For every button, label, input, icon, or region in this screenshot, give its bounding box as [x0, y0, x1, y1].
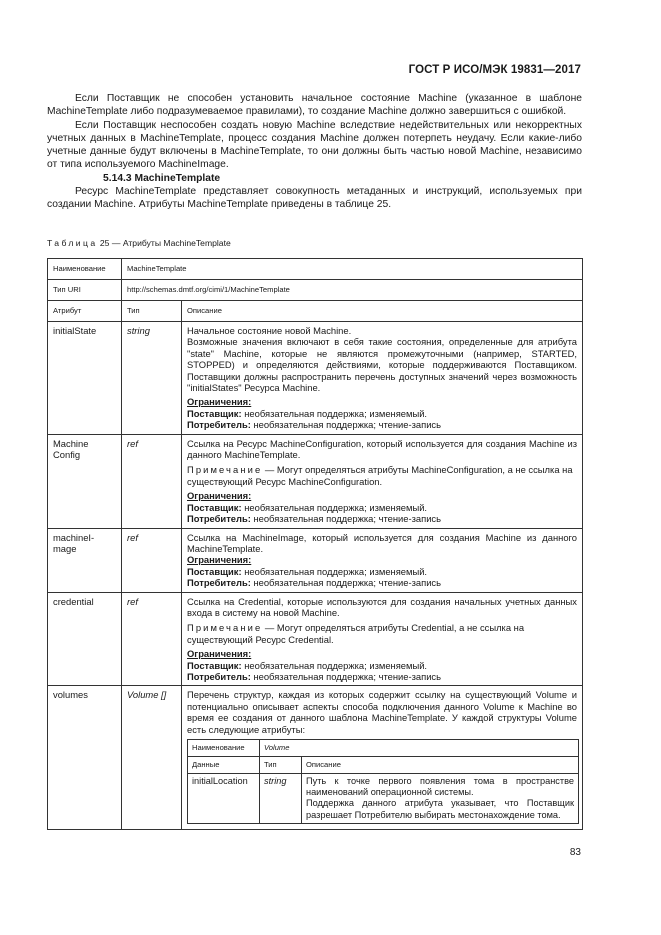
attributes-table	[47, 258, 583, 830]
attr-cell: credential	[48, 592, 122, 686]
provider-value: необязательная поддержка; изменяемый.	[241, 501, 428, 513]
paragraph-initial-state-failure: Если Поставщик не способен установить начальное состояние Machine (указанное в шаблоне MachineTemplate либо подразумеваемое правилами), то создание Machine должно завершиться с ошибкой.	[47, 93, 582, 118]
consumer-label: Потребитель:	[187, 577, 251, 589]
table-caption-rest: 25 — Атрибуты MachineTemplate	[97, 238, 231, 248]
nested-attr-cell: initialLocation	[188, 774, 260, 824]
provider-label: Поставщик:	[187, 659, 242, 671]
provider-label: Поставщик:	[187, 565, 242, 577]
provider-constraint	[187, 566, 577, 577]
table-row	[48, 528, 583, 592]
nested-description-cell	[302, 774, 579, 824]
constraints-heading: Ограничения:	[187, 396, 252, 408]
nested-name-value: Volume	[260, 740, 579, 757]
table-caption-word: Таблица	[47, 238, 98, 248]
consumer-constraint	[187, 513, 577, 524]
table-row	[48, 434, 583, 528]
note-text: — Могут определяться атрибуты MachineConfiguration, а не ссылка на существующий Ресурс MachineConfiguration.	[187, 464, 573, 487]
note-label: Примечание	[187, 464, 263, 476]
description-text: Ссылка на MachineImage, который используется для создания Machine из данного MachineTemplate.	[187, 531, 577, 554]
type-cell: string	[122, 322, 182, 435]
provider-constraint	[187, 408, 577, 419]
table-row	[48, 322, 583, 435]
consumer-value: необязательная поддержка; чтение-запись	[250, 577, 442, 589]
description-text: Перечень структур, каждая из которых содержит ссылку на существующий Volume и потенциально описывает аспекты способа подключения данного Volume к Machine во время ее создания от данного шаблона MachineTemplate. У каждой структуры Volume есть следующие атрибуты:	[187, 689, 577, 735]
description-text: Начальное состояние новой Machine.	[187, 325, 352, 336]
column-header-attribute: Атрибут	[48, 301, 122, 322]
section-heading: 5.14.3 MachineTemplate	[103, 172, 221, 184]
note	[187, 622, 577, 645]
column-header-type: Тип	[122, 301, 182, 322]
constraints-heading: Ограничения:	[187, 648, 252, 660]
nested-description-text: Поддержка данного атрибута указывает, что Поставщик разрешает Потребителю выбирать местонахождение тома.	[306, 798, 574, 820]
nested-table-row	[188, 774, 579, 824]
constraints-heading: Ограничения:	[187, 554, 252, 566]
table-caption	[47, 238, 231, 248]
provider-label: Поставщик:	[187, 501, 242, 513]
provider-value: необязательная поддержка; изменяемый.	[241, 565, 428, 577]
type-cell: ref	[122, 528, 182, 592]
description-cell	[182, 528, 583, 592]
type-cell: ref	[122, 592, 182, 686]
note	[187, 464, 577, 487]
provider-constraint	[187, 502, 577, 513]
note-label: Примечание	[187, 622, 263, 634]
note-text: — Могут определяться атрибуты Credential, а не ссылка на существующий Ресурс Credential.	[187, 622, 525, 645]
nested-description-text: Путь к точке первого появления тома в пространстве наименований операционной системы.	[306, 776, 574, 798]
consumer-label: Потребитель:	[187, 670, 251, 682]
consumer-value: необязательная поддержка; чтение-запись	[250, 513, 442, 525]
document-header: ГОСТ Р ИСО/МЭК 19831—2017	[408, 64, 581, 76]
body-text	[47, 92, 582, 212]
consumer-constraint	[187, 577, 577, 588]
description-text: Ссылка на Ресурс MachineConfiguration, который используется для создания Machine из данного MachineTemplate.	[187, 437, 577, 461]
attr-cell: initialState	[48, 322, 122, 435]
nested-header-row	[188, 757, 579, 774]
table-header-row	[48, 301, 583, 322]
description-cell	[182, 322, 583, 435]
description-text: Возможные значения включают в себя такие состояния, определенные для атрибута "state" Machine, которые не являются промежуточными (например, STARTED, STOPPED) и определяются действиями, которые поддерживаются Поставщиком. Поставщики должны распространить перечень доступных значений через возможность "initialStates" Ресурса Machine.	[187, 336, 577, 394]
table-row-name	[48, 259, 583, 280]
consumer-constraint	[187, 419, 577, 430]
paragraph-credentials-failure: Если Поставщик неспособен создать новую Machine вследствие недействительных или некорректных учетных данных в MachineTemplate, процесс создания Machine должен потерпеть неудачу. Если какие-либо учетные данные будут включены в MachineTemplate, то они должны быть частью новой Machine, независимо от типа используемого MachineImage.	[47, 119, 582, 171]
name-label: Наименование	[48, 259, 122, 280]
table-row	[48, 592, 583, 686]
description-cell	[182, 686, 583, 829]
table-row-uri	[48, 280, 583, 301]
nested-column-header-description: Описание	[302, 757, 579, 774]
description-cell	[182, 434, 583, 528]
name-value: MachineTemplate	[122, 259, 583, 280]
page-number: 83	[569, 847, 581, 858]
consumer-label: Потребитель:	[187, 419, 251, 431]
nested-type-cell: string	[260, 774, 302, 824]
uri-label: Тип URI	[48, 280, 122, 301]
nested-column-header-data: Данные	[188, 757, 260, 774]
provider-value: необязательная поддержка; изменяемый.	[241, 407, 428, 419]
uri-value: http://schemas.dmtf.org/cimi/1/MachineTemplate	[122, 280, 583, 301]
paragraph-machinetemplate-intro: Ресурс MachineTemplate представляет совокупность метаданных и инструкций, используемых при создании Machine. Атрибуты MachineTemplate приведены в таблице 25.	[47, 186, 582, 211]
nested-column-header-type: Тип	[260, 757, 302, 774]
consumer-label: Потребитель:	[187, 513, 251, 525]
column-header-description: Описание	[182, 301, 583, 322]
constraints-heading: Ограничения:	[187, 490, 252, 502]
attr-cell: Machine Config	[48, 434, 122, 528]
description-cell	[182, 592, 583, 686]
attr-cell: machineI-mage	[48, 528, 122, 592]
attr-cell: volumes	[48, 686, 122, 829]
description-text: Ссылка на Credential, которые используются для создания начальных учетных данных входа в систему на новой Machine.	[187, 595, 577, 618]
nested-row-name	[188, 740, 579, 757]
provider-label: Поставщик:	[187, 407, 242, 419]
consumer-constraint	[187, 671, 577, 682]
type-cell: ref	[122, 434, 182, 528]
consumer-value: необязательная поддержка; чтение-запись	[250, 419, 442, 431]
provider-value: необязательная поддержка; изменяемый.	[241, 659, 428, 671]
nested-name-label: Наименование	[188, 740, 260, 757]
consumer-value: необязательная поддержка; чтение-запись	[250, 670, 442, 682]
provider-constraint	[187, 660, 577, 671]
table-row	[48, 686, 583, 829]
type-cell: Volume []	[122, 686, 182, 829]
volume-attributes-table	[187, 739, 579, 824]
